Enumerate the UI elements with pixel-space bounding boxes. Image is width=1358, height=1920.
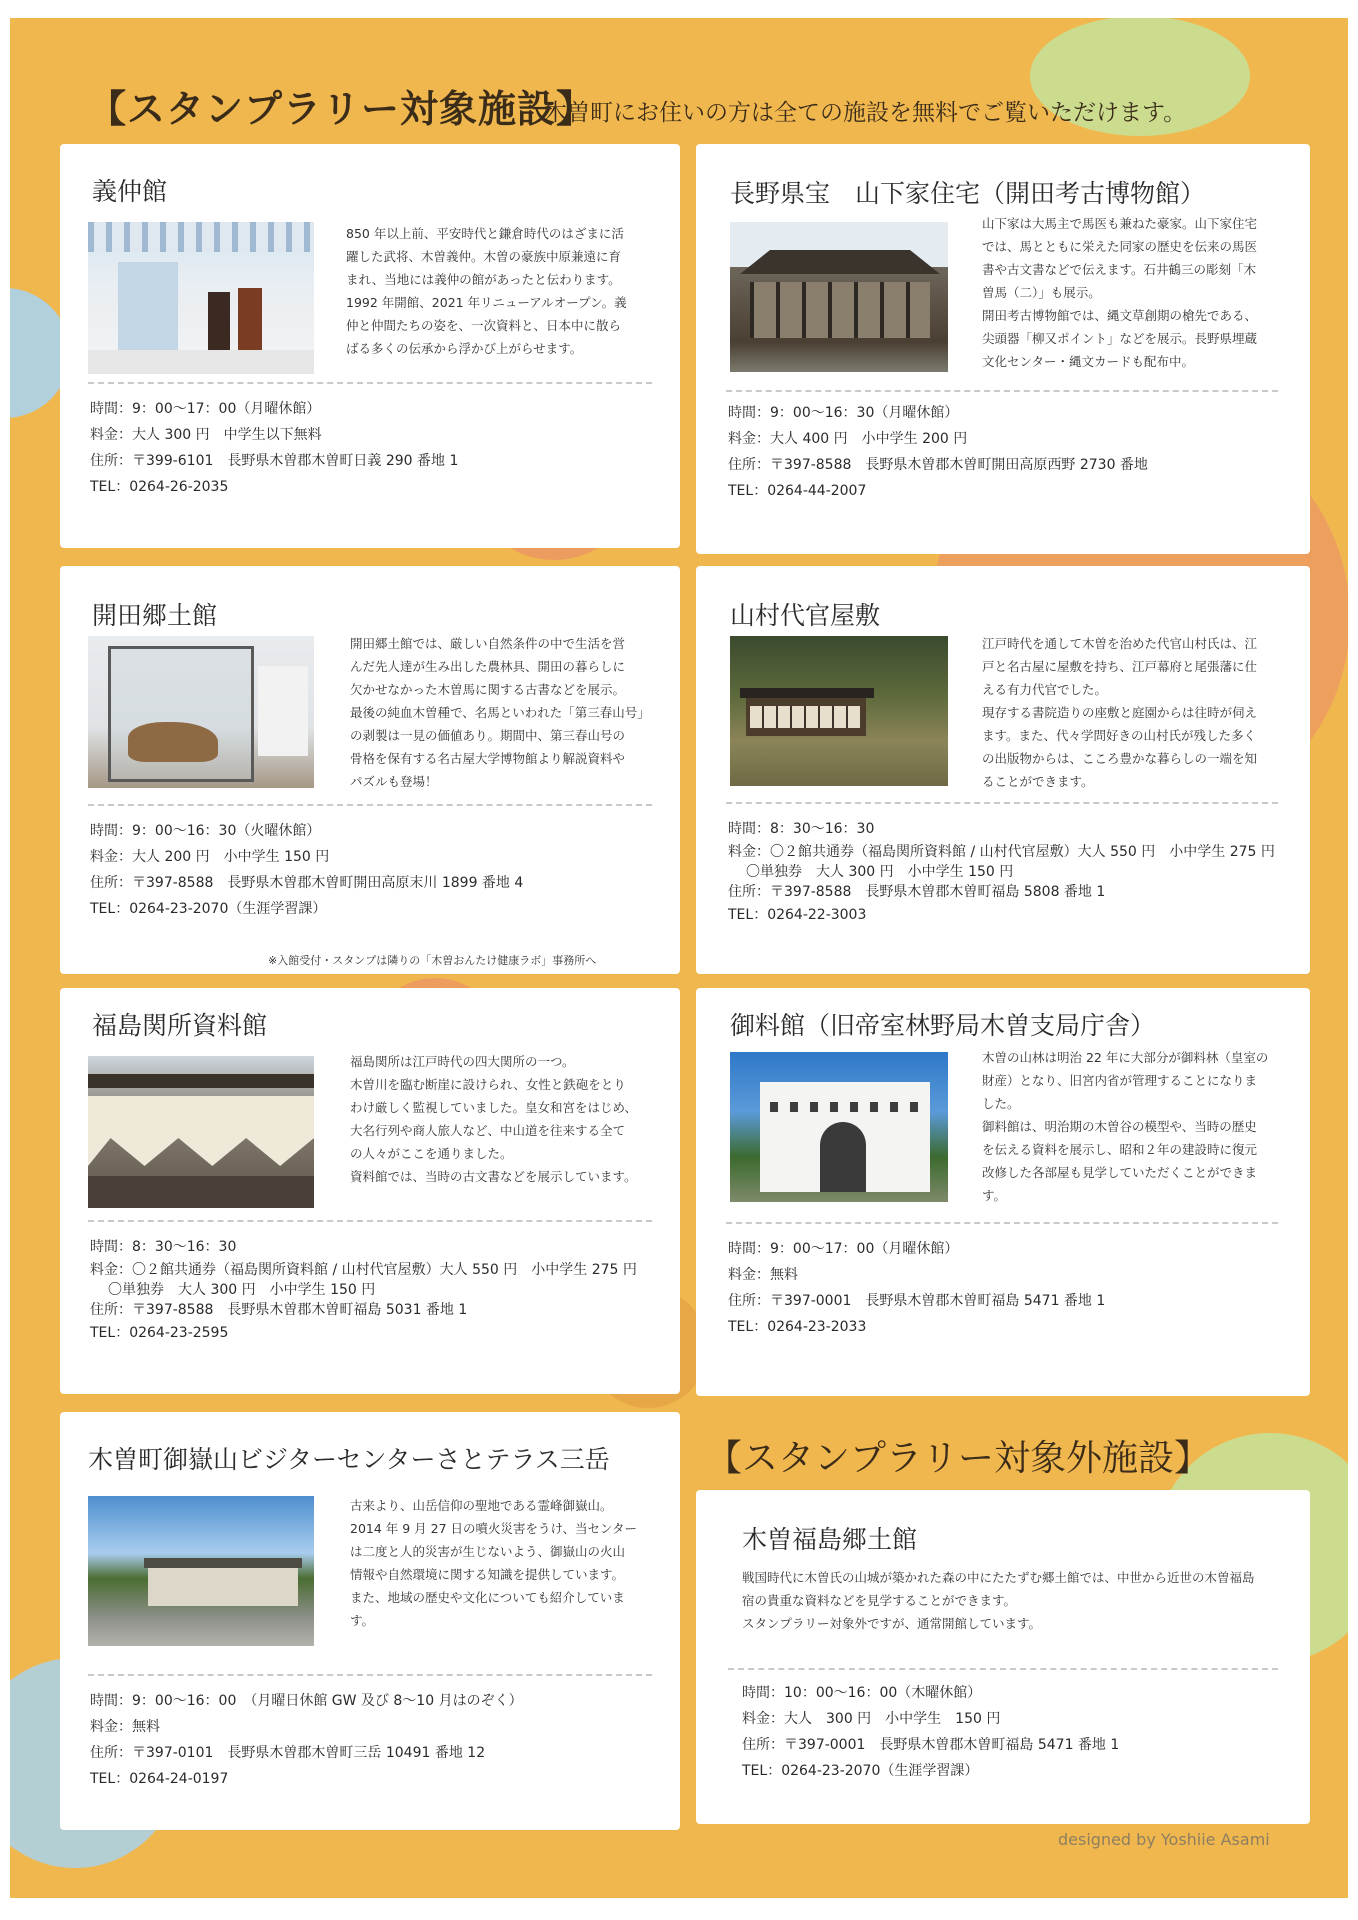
facility-description: 江戸時代を通して木曽を治めた代官山村氏は、江 戸と名古屋に屋敷を持ち、江戸幕府と尾張藩に仕 える有力代官でした。 現存する書院造りの座敷と庭園からは往時が伺え ます。また、代々学問好きの山村氏が残した多く の出版物からは、こころ豊かな暮らしの一端を知 ることができます。: [982, 636, 1258, 789]
facility-name: 開田郷土館: [92, 601, 218, 630]
facility-description: 850 年以上前、平安時代と鎌倉時代のはざまに活 躍した武将、木曽義仲。木曽の豪族中原兼遠に育 まれ、当地には義仲の館があったと伝わります。 1992 年開館、2021 年リニューアルオープン。義 仲と仲間たちの姿を、一次資料と、日本中に散ら ばる多くの伝承から浮かび上がらせます。: [346, 226, 627, 356]
designer-credit: designed by Yoshiie Asami: [1058, 1830, 1270, 1849]
divider: [88, 1674, 652, 1676]
facility-photo: [730, 222, 948, 372]
facility-photo: [88, 1496, 314, 1646]
facility-name: 義仲館: [92, 177, 168, 206]
facility-name: 木曽町御嶽山ビジターセンターさとテラス三岳: [88, 1445, 610, 1474]
page-subtitle: 木曽町にお住いの方は全ての施設を無料でご覧いただけます。: [544, 100, 1187, 126]
facility-info: 時間：10：00～16：00（木曜休館） 料金：大人 300 円 小中学生 150 円 住所：〒397-0001 長野県木曽郡木曽町福島 5471 番地 1 TEL：0264-23-2070（生涯学習課）: [742, 1685, 1120, 1779]
facility-card-fukushima-sekisho: [60, 988, 680, 1394]
divider: [726, 802, 1278, 804]
facility-photo: [730, 1052, 948, 1202]
facility-photo: [730, 636, 948, 786]
facility-name: 長野県宝 山下家住宅（開田考古博物館）: [730, 179, 1206, 208]
facility-info: 時間：9：00～17：00（月曜休館） 料金：大人 300 円 中学生以下無料 住所：〒399-6101 長野県木曽郡木曽町日義 290 番地 1 TEL：0264-26-2035: [90, 401, 459, 495]
divider: [88, 804, 652, 806]
facility-description: 戦国時代に木曽氏の山城が築かれた森の中にたたずむ郷土館では、中世から近世の木曽福島 宿の貴重な資料などを見学することができます。 スタンプラリー対象外ですが、通常開館しています。: [742, 1570, 1255, 1631]
facility-info: 時間：8：30～16：30 料金：〇２館共通券（福島関所資料館 / 山村代官屋敷）大人 550 円 小中学生 275 円 〇単独券 大人 300 円 小中学生 150 円 住所：〒397-8588 長野県木曽郡木曽町福島 5808 番地 1 TEL：0264-22-3003: [728, 821, 1275, 923]
facility-info: 時間：9：00～17：00（月曜休館） 料金：無料 住所：〒397-0001 長野県木曽郡木曽町福島 5471 番地 1 TEL：0264-23-2033: [728, 1241, 1106, 1335]
facility-card-yamamura: [696, 566, 1310, 974]
facility-name: 木曽福島郷土館: [742, 1525, 918, 1554]
facility-info: 時間：9：00～16：00 （月曜日休館 GW 及び 8～10 月はのぞく） 料金：無料 住所：〒397-0101 長野県木曽郡木曽町三岳 10491 番地 12 TEL：0264-24-0197: [90, 1693, 523, 1787]
facility-info: 時間：9：00～16：30（火曜休館） 料金：大人 200 円 小中学生 150 円 住所：〒397-8588 長野県木曽郡木曽町開田高原末川 1899 番地 4 TEL：0264-23-2070（生涯学習課）: [90, 823, 524, 917]
facility-photo: [88, 222, 314, 374]
facility-card-satoterrace: [60, 1412, 680, 1830]
page-title: 【スタンプラリー対象施設】: [88, 87, 596, 131]
facility-info: 時間：8：30～16：30 料金：〇２館共通券（福島関所資料館 / 山村代官屋敷）大人 550 円 小中学生 275 円 〇単独券 大人 300 円 小中学生 150 円 住所：〒397-8588 長野県木曽郡木曽町福島 5031 番地 1 TEL：0264-23-2595: [90, 1239, 637, 1341]
facility-description: 福島関所は江戸時代の四大関所の一つ。 木曽川を臨む断崖に設けられ、女性と鉄砲をとり わけ厳しく監視していました。皇女和宮をはじめ、 大名行列や商人旅人など、中山道を往来する全て の人々がここを通りました。 資料館では、当時の古文書などを展示しています。: [350, 1054, 638, 1184]
divider: [726, 1222, 1278, 1224]
facility-card-kaida-kyodokan: [60, 566, 680, 974]
section-title: 【スタンプラリー対象外施設】: [706, 1438, 1211, 1479]
divider: [88, 382, 652, 384]
facility-note: ※入館受付・スタンプは隣りの「木曽おんたけ健康ラボ」事務所へ: [268, 954, 597, 967]
facility-description: 木曽の山林は明治 22 年に大部分が御料林（皇室の 財産）となり、旧宮内省が管理することになりま した。 御料館は、明治期の木曽谷の模型や、当時の歴史 を伝える資料を展示し、昭和２年の建設時に復元 改修した各部屋も見学していただくことができま す。: [982, 1050, 1269, 1203]
divider: [728, 1668, 1278, 1670]
facility-photo: [88, 636, 314, 788]
facility-card-yoshinaka: [60, 144, 680, 548]
facility-name: 福島関所資料館: [92, 1011, 268, 1040]
facility-card-goryokan: [696, 988, 1310, 1396]
flyer-sheet: [10, 18, 1348, 1898]
facility-card-kiso-fukushima-kyodokan: [696, 1490, 1310, 1824]
facility-info: 時間：9：00～16：30（月曜休館） 料金：大人 400 円 小中学生 200 円 住所：〒397-8588 長野県木曽郡木曽町開田高原西野 2730 番地 TEL：0264-44-2007: [728, 405, 1148, 499]
facility-name: 山村代官屋敷: [730, 601, 881, 630]
facility-photo: [88, 1056, 314, 1208]
divider: [726, 390, 1278, 392]
facility-description: 山下家は大馬主で馬医も兼ねた豪家。山下家住宅 では、馬とともに栄えた同家の歴史を伝来の馬医 書や古文書などで伝えます。石井鶴三の彫刻「木 曽馬（二）」も展示。 開田考古博物館では、縄文草創期の槍先である、 尖頭器「柳又ポイント」などを展示。長野県埋蔵 文化センター・縄文カードも配布中。: [982, 216, 1258, 369]
facility-description: 開田郷土館では、厳しい自然条件の中で生活を営 んだ先人達が生み出した農林具、開田の暮らしに 欠かせなかった木曽馬に関する古書などを展示。 最後の純血木曽種で、名馬といわれた「第三春山号」 の剥製は一見の価値あり。期間中、第三春山号の 骨格を保有する名古屋大学博物館より解説資料や パズルも登場！: [350, 636, 650, 789]
facility-name: 御料館（旧帝室林野局木曽支局庁舎）: [730, 1011, 1156, 1040]
facility-description: 古来より、山岳信仰の聖地である霊峰御嶽山。 2014 年 9 月 27 日の噴火災害をうけ、当センター は二度と人的災害が生じないよう、御嶽山の火山 情報や自然環境に関する知識を提供しています。 また、地域の歴史や文化についても紹介していま す。: [350, 1498, 638, 1628]
facility-card-yamashita: [696, 144, 1310, 554]
divider: [88, 1220, 652, 1222]
